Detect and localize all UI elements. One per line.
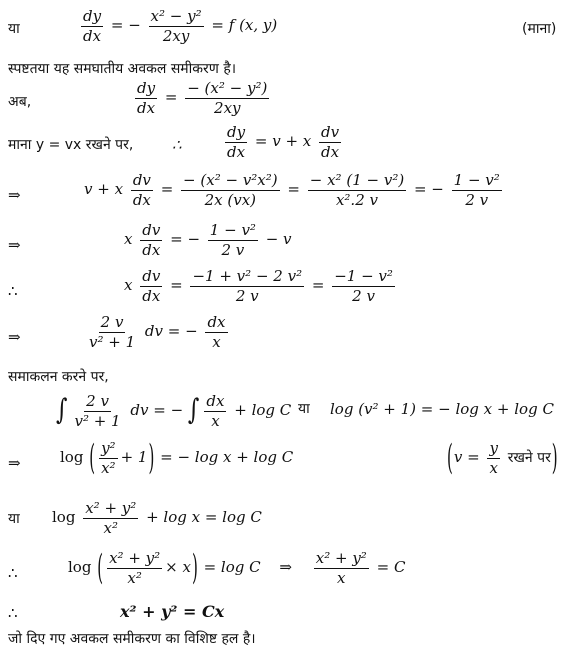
implies-symbol-1: ⇒ [8,186,21,204]
implies-symbol-3: ⇒ [8,328,21,346]
equation-7: $\frac{2 v}{\text{v² + 1}}$ dv = − $\frac{dx}{x}$ [89,313,226,351]
therefore-symbol-4: ∴ [8,604,18,622]
homogeneous-statement: स्पष्टतया यह समघातीय अवकल समीकरण है। [8,61,237,77]
equation-11: log ( $\frac{\text{x² + y²}}{\text{x²}}$ × x) = log C ⇒ $\frac{\text{x² + y²}}{x}$ = C [68,546,406,588]
integrating-text: समाकलन करने पर, [8,369,109,385]
conclusion-text: जो दिए गए अवकल समीकरण का विशिष्ट हल है। [8,631,256,647]
therefore-symbol-3: ∴ [8,564,18,582]
equation-5: x $\frac{dv}{dx}$ = − $\frac{\text{1 − v²}}{2 v}$ − v [124,221,292,259]
label-ya-2: या [298,401,310,417]
label-ya: या [8,21,20,37]
implies-symbol-4: ⇒ [8,454,21,472]
equation-3: $\frac{dy}{dx}$ = v + x $\frac{dv}{dx}$ [227,123,340,161]
equation-10: log $\frac{\text{x² + y²}}{\text{x²}}$ + log x = log C [52,499,262,537]
back-substitution-note: (v = $\frac{y}{x}$ रखने पर) [447,436,558,478]
equation-2: $\frac{dy}{dx}$ = $\frac{\text{− (x² − y²)}}{2xy}$ [137,79,268,117]
final-solution: x² + y² = Cx [120,602,225,621]
substitution-text: माना y = vx रखने पर, [8,137,134,153]
therefore-symbol-1: ∴ [172,136,182,154]
label-ab: अब, [8,94,32,110]
equation-8: ∫ $\frac{2 v}{\text{v² + 1}}$ dv = − ∫ $\frac{dx}{x}$ + log C [56,392,292,430]
equation-4: v + x $\frac{dv}{dx}$ = $\frac{\text{− (x² − v²x²)}}{2x (vx)}$ = $\frac{\text{− x² (1 − v²)}}{\text{x².2 v}}$ = − $\frac{\text{1 − v²}}{2 v}$ [84,171,500,209]
equation-6: x $\frac{dv}{dx}$ = $\frac{\text{−1 + v² − 2 v²}}{2 v}$ = $\frac{\text{−1 − v²}}{2 v}$ [124,267,393,305]
therefore-symbol-2: ∴ [8,282,18,300]
label-maana: (माना) [522,21,557,37]
equation-9: log ( $\frac{\text{y²}}{\text{x²}}$ + 1) = − log x + log C [60,436,294,478]
label-ya-3: या [8,511,20,527]
equation-1: $\frac{dy}{dx}$ = − $\frac{\text{x² − y²}}{2xy}$ = f (x, y) [83,7,278,45]
equation-8b: log (v² + 1) = − log x + log C [330,400,554,418]
implies-symbol-2: ⇒ [8,236,21,254]
